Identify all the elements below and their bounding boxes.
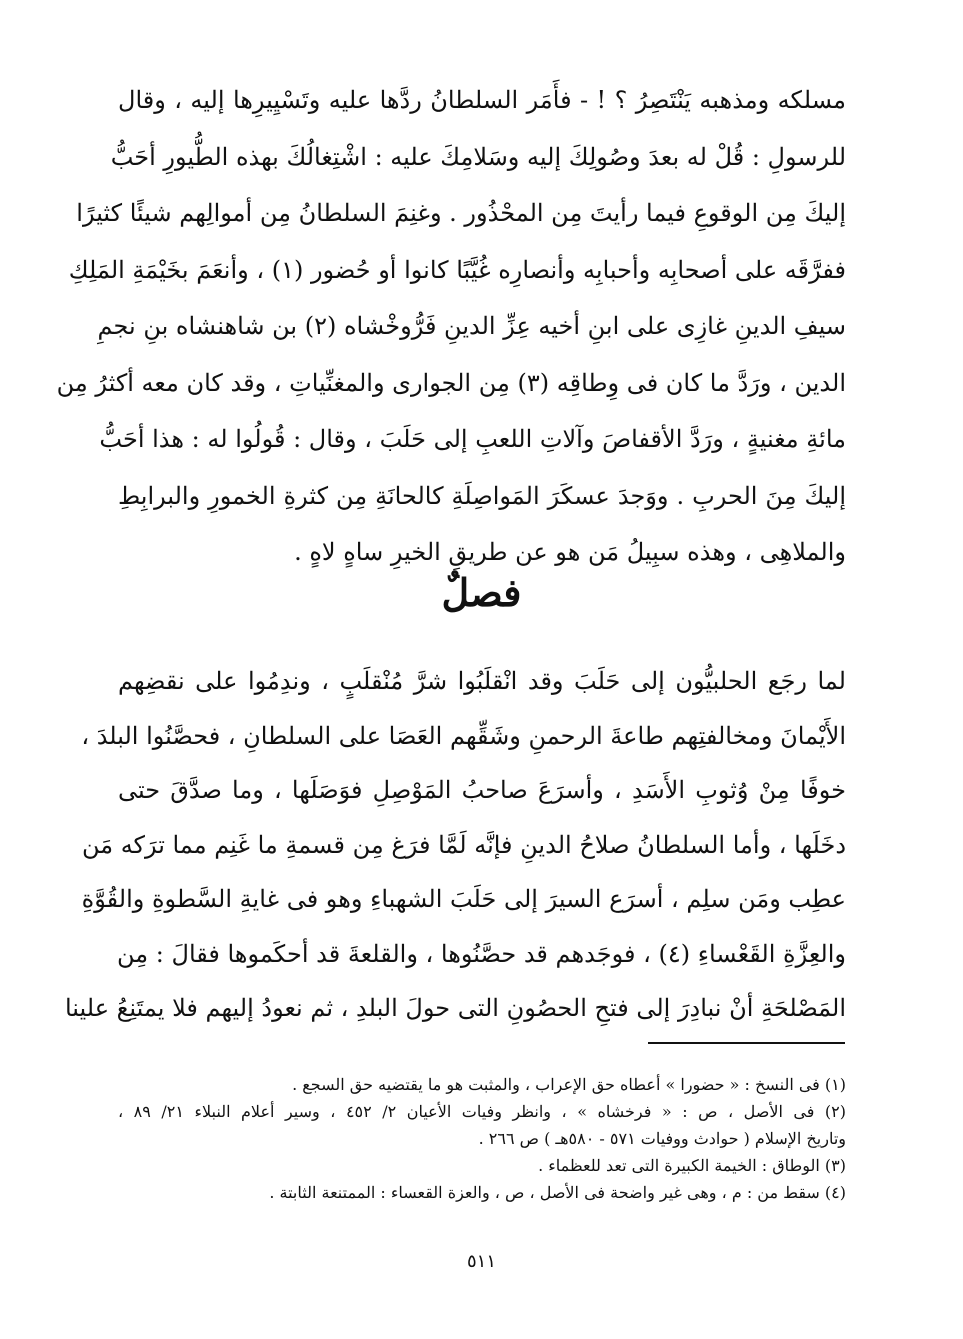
footnote-2-continued: وتاريخ الإسلام ( حوادث ووفيات ٥٧١ - ٥٨٠هـ ) ص ٢٦٦ . [478,1129,846,1148]
text-line: للرسولِ : قُلْ له بعدَ وصُولِكَ إليه وسَلامِكَ عليه : اشْتِغالُكَ بهذه الطُّيورِ أحَبُّ [110,142,846,171]
text-line: المَصْلحَةِ أنْ نبادِرَ إلى فتحِ الحصُونِ التى حولَ البلدِ ، ثم نعودُ إليهم فلا يمتَنِعُ علينا [64,994,846,1022]
text-line: سيفِ الدينِ غازِى على ابنِ أخيه عِزِّ الدينِ فَرُّوخْشاه (٢) بن شاهنشاه بنِ نجمِ [97,312,846,340]
text-line: عطِب ومَن سلِم ، أسرَع السيرَ إلى حَلَبَ الشهباءِ وهو فى غايةِ السَّطوةِ والقُوَّةِ [81,885,846,913]
text-line: مسلكه ومذهبه يَنْتَصِرُ ؟ ! - فأَمَر السلطانُ ردَّها عليه وتَسْيِيرِها إليه ، وقال [118,86,846,114]
text-line: إليكَ مِن الوقوعِ فيما رأيتَ مِن المحْذُور . وغنِمَ السلطانُ مِن أموالِهم شيئًا كثيرًا [76,199,846,227]
text-line: الأَيْمانَ ومخالفتِهم طاعةَ الرحمنِ وشَقِّهم العَصَا على السلطانِ ، فحصَّنُوا البلدَ ، [81,721,846,750]
footnote-3: (٣) الوطاق : الخيمة الكبيرة التى تعد للعظماء . [538,1156,846,1175]
text-line: مائةِ مغنيةٍ ، ورَدَّ الأقفاصَ وآلاتِ اللعبِ إلى حَلَبَ ، وقال : قُولُوا له : هذا أحَبُّ [99,425,846,453]
main-paragraph-1 [56,72,846,581]
text-line: خوفًا مِنْ وُثوبِ الأَسَدِ ، وأسرَعَ صاحبُ المَوْصِلِ فوَصَلَها ، وما صدَّقَ حتى [118,776,846,804]
text-line: والعِزَّةِ القَعْساءِ (٤) ، فوجَدهم قد حصَّنُوها ، والقلعةَ قد أحكَموها فقالَ : مِن [117,939,846,968]
footnote-1: (١) فى النسخ : « حضورا » أعطاه حق الإعراب ، والمثبت هو ما يقتضيه حق السجع . [292,1075,846,1094]
footnote-2: (٢) فى الأصل ، ص : « فرخشاه » ، وانظر وفيات الأعيان ٢/ ٤٥٢ ، وسير أعلام النبلاء ٢١/ ٨٩ ، [118,1102,846,1121]
text-line: الدين ، ورَدَّ ما كان فى وِطاقِه (٣) مِن الجوارى والمغنِّياتِ ، وقد كان معه أكثرُ مِن [56,368,846,397]
main-paragraph-2 [64,654,846,1036]
text-line: دخَلَها ، وأما السلطانُ صلاحُ الدينِ فإنَّه لَمَّا فرَغ مِن قسمةِ ما غَنِم مما ترَكه مَن [81,830,846,859]
page-number: ٥١١ [466,1251,496,1272]
text-line: لما رجَع الحلبيُّون إلى حَلَبَ وقد انْقلَبُوا شرَّ مُنْقلَبٍ ، وندِمُوا على نقضِهم [118,667,846,695]
text-line: إليكَ مِنَ الحربِ . ووَجدَ عسكَرَ المَواصِلَةِ كالحانَةِ مِن كثرةِ الخمورِ والبرابِطِ [118,481,846,510]
text-line: والملاهِى ، وهذه سبِيلُ مَن هو عن طريقِ الخيرِ ساهٍ لاهٍ . [294,538,846,566]
section-heading: فصلٌ [441,570,522,615]
footnotes [118,1071,846,1206]
text-line: ففرَّقَه على أصحابِه وأحبابِه وأنصارِه غُيَّبًا كانوا أو حُضور (١) ، وأنعَمَ بخَيْمَةِ المَلِكِ [68,255,846,284]
footnote-4: (٤) سقط من : م ، وهى غير واضحة فى الأصل ، ص ، والعزة القعساء : الممتنعة الثابتة . [269,1183,846,1202]
footnote-divider [648,1042,845,1044]
